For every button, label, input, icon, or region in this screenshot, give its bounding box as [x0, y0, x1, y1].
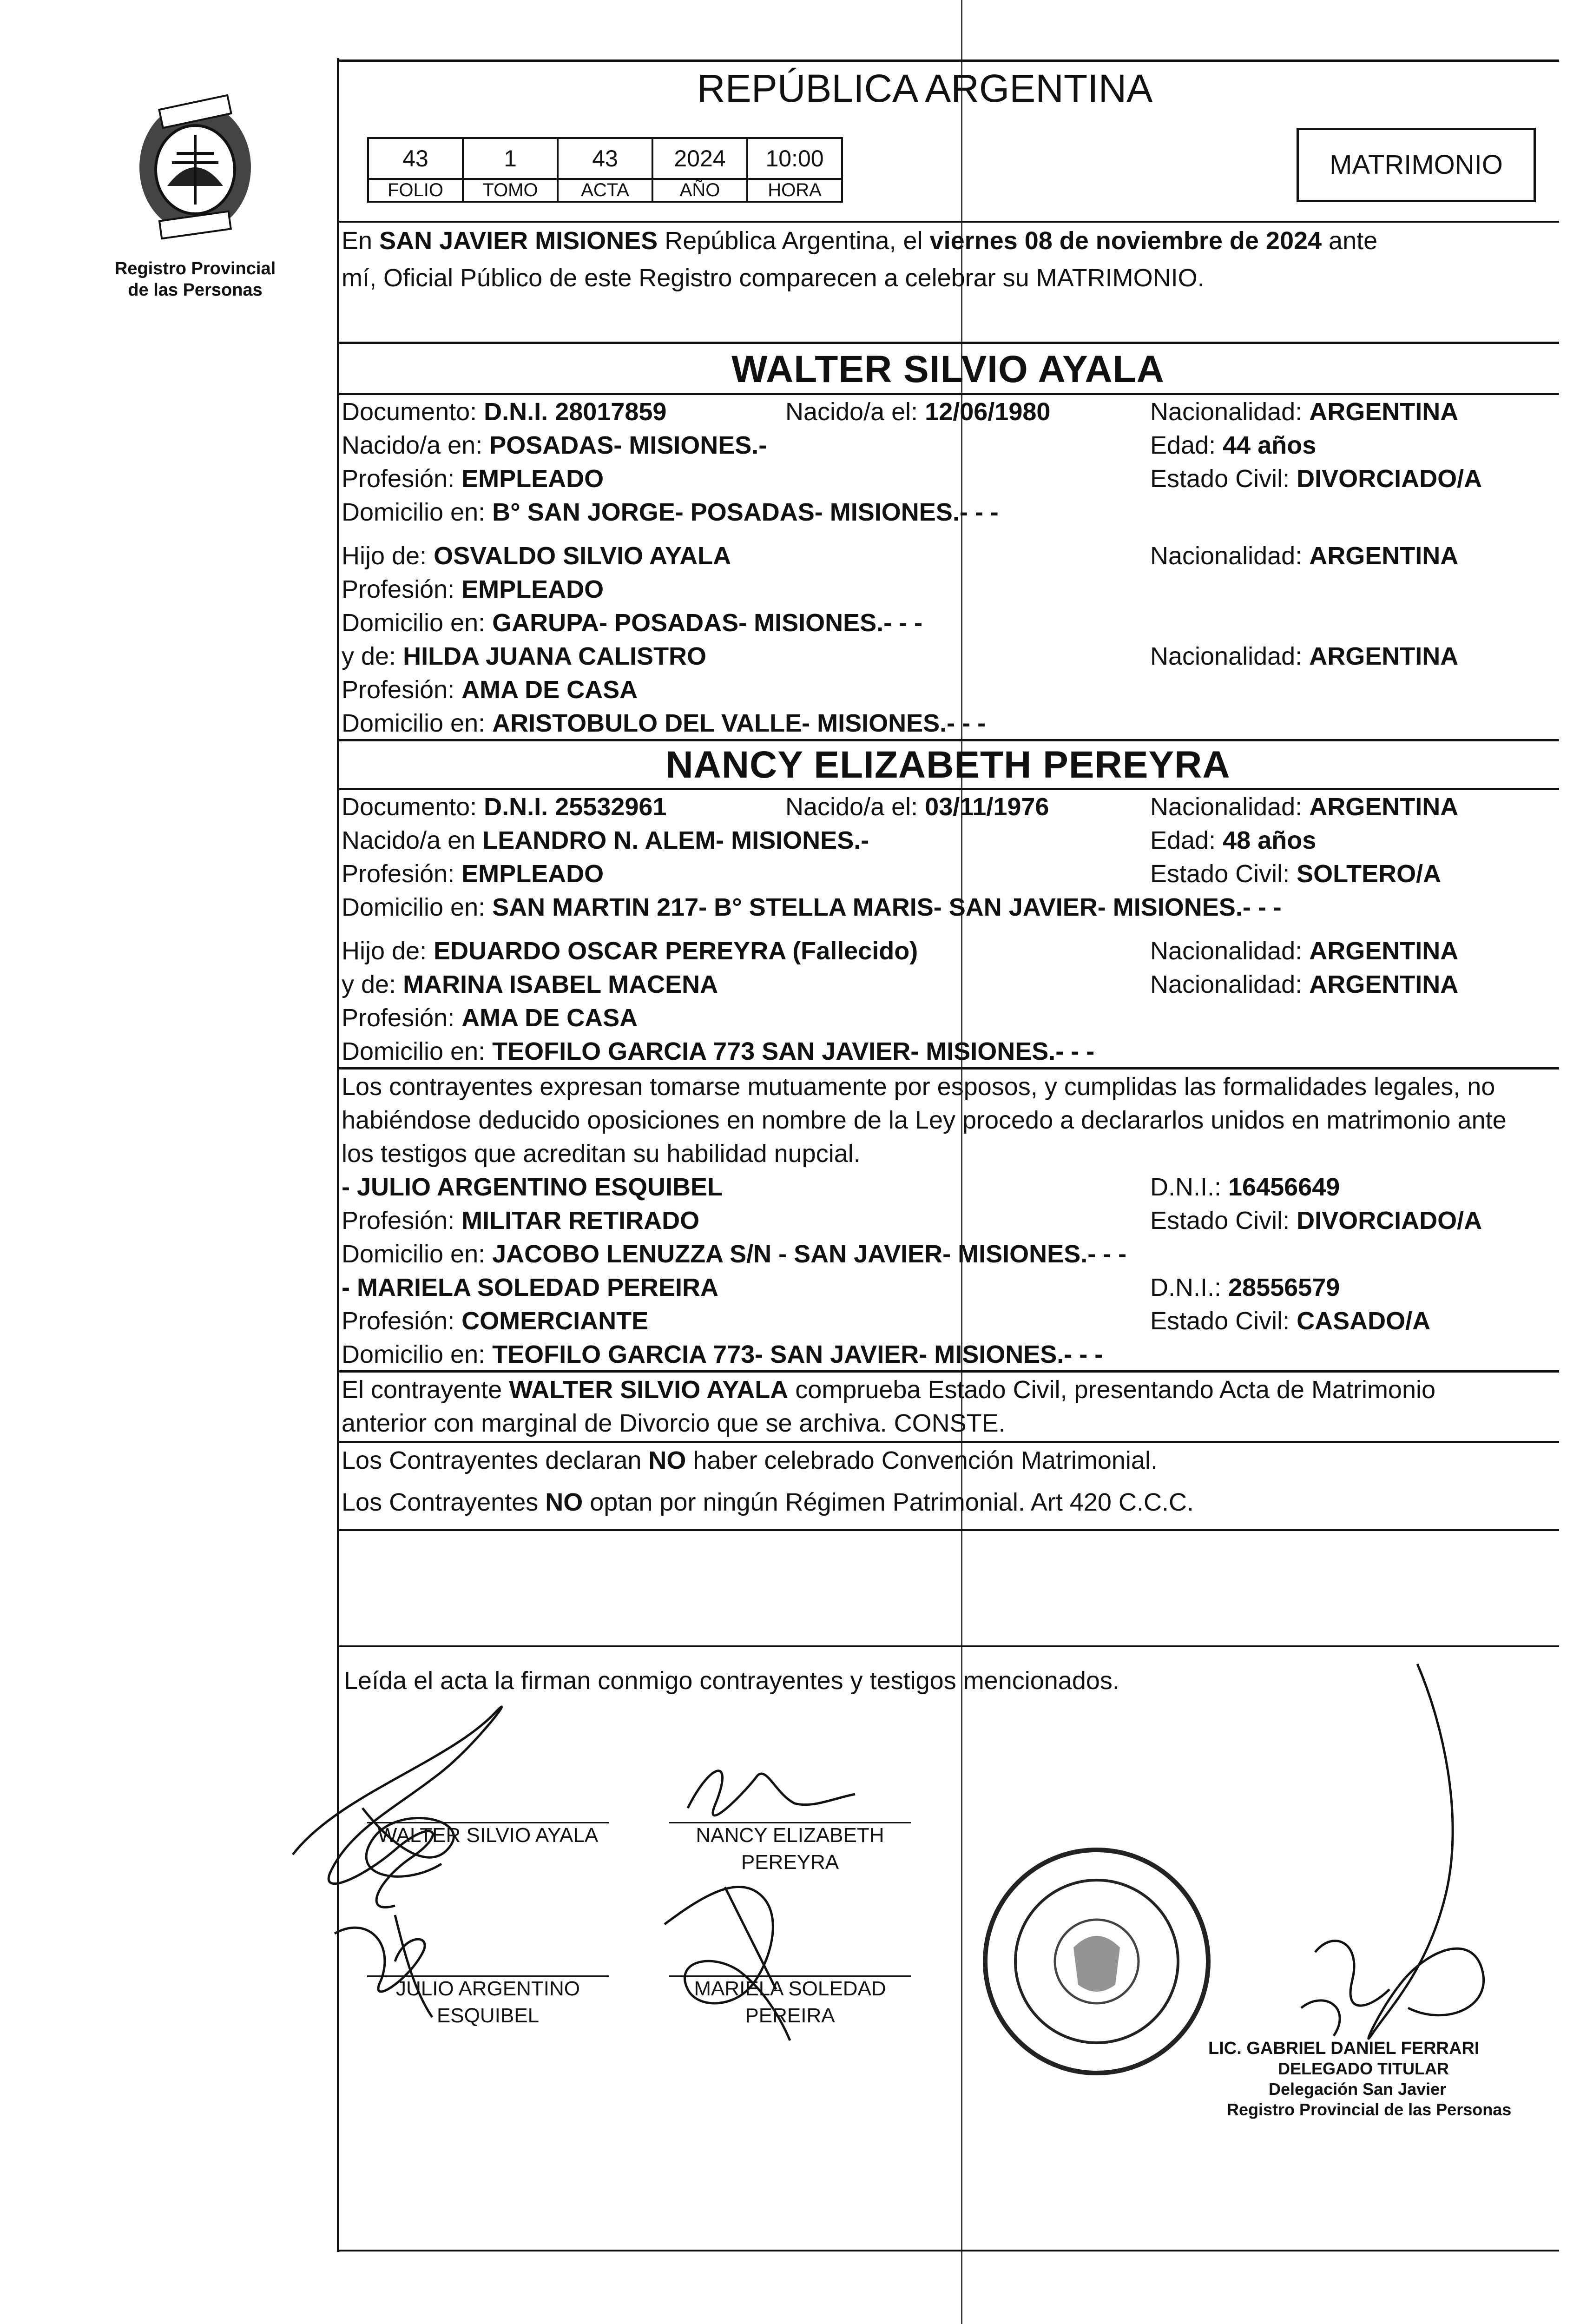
groom-mother: y de: HILDA JUANA CALISTRO: [342, 642, 707, 670]
civil-status-note: El contrayente WALTER SILVIO AYALA comprueba Estado Civil, presentando Acta de Matrimonio: [342, 1376, 1436, 1404]
bride-father: Hijo de: EDUARDO OSCAR PEREYRA (Fallecido): [342, 937, 918, 965]
witness2-dni: D.N.I.: 28556579: [1150, 1274, 1340, 1301]
bride-age: Edad: 48 años: [1150, 826, 1317, 854]
page-title: REPÚBLICA ARGENTINA: [697, 66, 1153, 110]
bride-nat: Nacionalidad: ARGENTINA: [1150, 793, 1459, 821]
signature-name-groom: WALTER SILVIO AYALA: [377, 1824, 599, 1847]
witness1-civil-status: Estado Civil: DIVORCIADO/A: [1150, 1207, 1482, 1235]
groom-address: Domicilio en: B° SAN JORGE- POSADAS- MISIONES.- - -: [342, 498, 999, 526]
groom-father-profession: Profesión: EMPLEADO: [342, 575, 604, 603]
bride-profession: Profesión: EMPLEADO: [342, 860, 604, 888]
stamp-text: [976, 2087, 1218, 2088]
signature-name-bride: NANCY ELIZABETH PEREYRA: [696, 1824, 884, 1874]
officer-delegation: Delegación San Javier: [1269, 2080, 1447, 2099]
bride-father-nat: Nacionalidad: ARGENTINA: [1150, 937, 1459, 965]
act-type-box: [1297, 128, 1536, 202]
groom-civil-status: Estado Civil: DIVORCIADO/A: [1150, 465, 1482, 493]
bride-mother-profession: Profesión: AMA DE CASA: [342, 1004, 638, 1032]
bride-mother-address: Domicilio en: TEOFILO GARCIA 773 SAN JAVIER- MISIONES.- - -: [342, 1037, 1095, 1065]
witness2-address: Domicilio en: TEOFILO GARCIA 773- SAN JAVIER- MISIONES.- - -: [342, 1340, 1103, 1368]
folio-value: 43: [368, 138, 463, 179]
bride-address: Domicilio en: SAN MARTIN 217- B° STELLA MARIS- SAN JAVIER- MISIONES.- - -: [342, 893, 1282, 921]
acta-value: 43: [558, 138, 652, 179]
logo-caption: Registro Provincial: [114, 259, 276, 278]
signature-name-witness2: MARIELA SOLEDAD PEREIRA: [694, 1977, 886, 2027]
officer-registry: Registro Provincial de las Personas: [1227, 2100, 1512, 2119]
groom-name: WALTER SILVIO AYALA: [731, 348, 1165, 390]
officer-title: DELEGADO TITULAR: [1278, 2059, 1449, 2078]
top-border: [337, 59, 1559, 62]
bride-mother-nat: Nacionalidad: ARGENTINA: [1150, 971, 1459, 998]
bride-name: NANCY ELIZABETH PEREYRA: [665, 744, 1231, 786]
closing-statement: Leída el acta la firman conmigo contrayentes y testigos mencionados.: [344, 1667, 1119, 1695]
groom-mother-nat: Nacionalidad: ARGENTINA: [1150, 642, 1459, 670]
witness1-name: - JULIO ARGENTINO ESQUIBEL: [342, 1173, 723, 1201]
groom-age: Edad: 44 años: [1150, 431, 1317, 459]
act-type-label: MATRIMONIO: [1330, 150, 1503, 180]
groom-father: Hijo de: OSVALDO SILVIO AYALA: [342, 542, 731, 570]
regime-note: Los Contrayentes NO optan por ningún Régimen Patrimonial. Art 420 C.C.C.: [342, 1488, 1194, 1516]
tomo-label: TOMO: [463, 179, 558, 202]
year-label: AÑO: [652, 179, 747, 202]
declaration-line: los testigos que acreditan su habilidad nupcial.: [342, 1140, 861, 1168]
year-value: 2024: [652, 138, 747, 179]
tomo-value: 1: [463, 138, 558, 179]
bride-civil-status: Estado Civil: SOLTERO/A: [1150, 860, 1442, 888]
witness1-address: Domicilio en: JACOBO LENUZZA S/N - SAN JAVIER- MISIONES.- - -: [342, 1240, 1127, 1268]
intro-line-2: mí, Oficial Público de este Registro comparecen a celebrar su MATRIMONIO.: [342, 264, 1205, 292]
record-reference-table: [367, 137, 843, 203]
groom-mother-profession: Profesión: AMA DE CASA: [342, 676, 638, 704]
hour-label: HORA: [747, 179, 842, 202]
hour-value: 10:00: [747, 138, 842, 179]
officer-block: [1208, 2038, 1511, 2120]
groom-born: Nacido/a el: 12/06/1980: [785, 398, 1051, 426]
officer-name: LIC. GABRIEL DANIEL FERRARI: [1208, 2039, 1480, 2058]
bride-born: Nacido/a el: 03/11/1976: [785, 793, 1049, 821]
witness2-name: - MARIELA SOLEDAD PEREIRA: [342, 1274, 719, 1301]
groom-mother-address: Domicilio en: ARISTOBULO DEL VALLE- MISIONES.- - -: [342, 709, 986, 737]
declaration-line: habiéndose deducido oposiciones en nombre de la Ley procedo a declararlos unidos en matrimonio ante: [342, 1106, 1507, 1134]
signature-name-witness1: JULIO ARGENTINO ESQUIBEL: [395, 1977, 580, 2027]
provincial-seal-icon: [116, 93, 274, 246]
registry-logo: [116, 93, 274, 246]
bride-doc: Documento: D.N.I. 25532961: [342, 793, 667, 821]
groom-birthplace: Nacido/a en: POSADAS- MISIONES.-: [342, 431, 767, 459]
groom-profession: Profesión: EMPLEADO: [342, 465, 604, 493]
civil-status-note-2: anterior con marginal de Divorcio que se archiva. CONSTE.: [342, 1409, 1006, 1437]
acta-label: ACTA: [558, 179, 652, 202]
declaration-line: Los contrayentes expresan tomarse mutuamente por esposos, y cumplidas las formalidades legales, no: [342, 1073, 1495, 1101]
witness2-civil-status: Estado Civil: CASADO/A: [1150, 1307, 1431, 1335]
logo-caption: de las Personas: [128, 280, 263, 300]
groom-nat: Nacionalidad: ARGENTINA: [1150, 398, 1459, 426]
witness1-profession: Profesión: MILITAR RETIRADO: [342, 1207, 700, 1235]
bride-birthplace: Nacido/a en LEANDRO N. ALEM- MISIONES.-: [342, 826, 869, 854]
bride-mother: y de: MARINA ISABEL MACENA: [342, 971, 718, 998]
official-stamp-icon: [976, 1841, 1218, 2082]
witness1-dni: D.N.I.: 16456649: [1150, 1173, 1340, 1201]
groom-father-address: Domicilio en: GARUPA- POSADAS- MISIONES.- - -: [342, 609, 923, 637]
groom-doc: Documento: D.N.I. 28017859: [342, 398, 667, 426]
groom-father-nat: Nacionalidad: ARGENTINA: [1150, 542, 1459, 570]
folio-label: FOLIO: [368, 179, 463, 202]
intro-line-1: En SAN JAVIER MISIONES República Argentina, el viernes 08 de noviembre de 2024 ante: [342, 227, 1378, 255]
convention-note: Los Contrayentes declaran NO haber celebrado Convención Matrimonial.: [342, 1446, 1158, 1474]
witness2-profession: Profesión: COMERCIANTE: [342, 1307, 649, 1335]
